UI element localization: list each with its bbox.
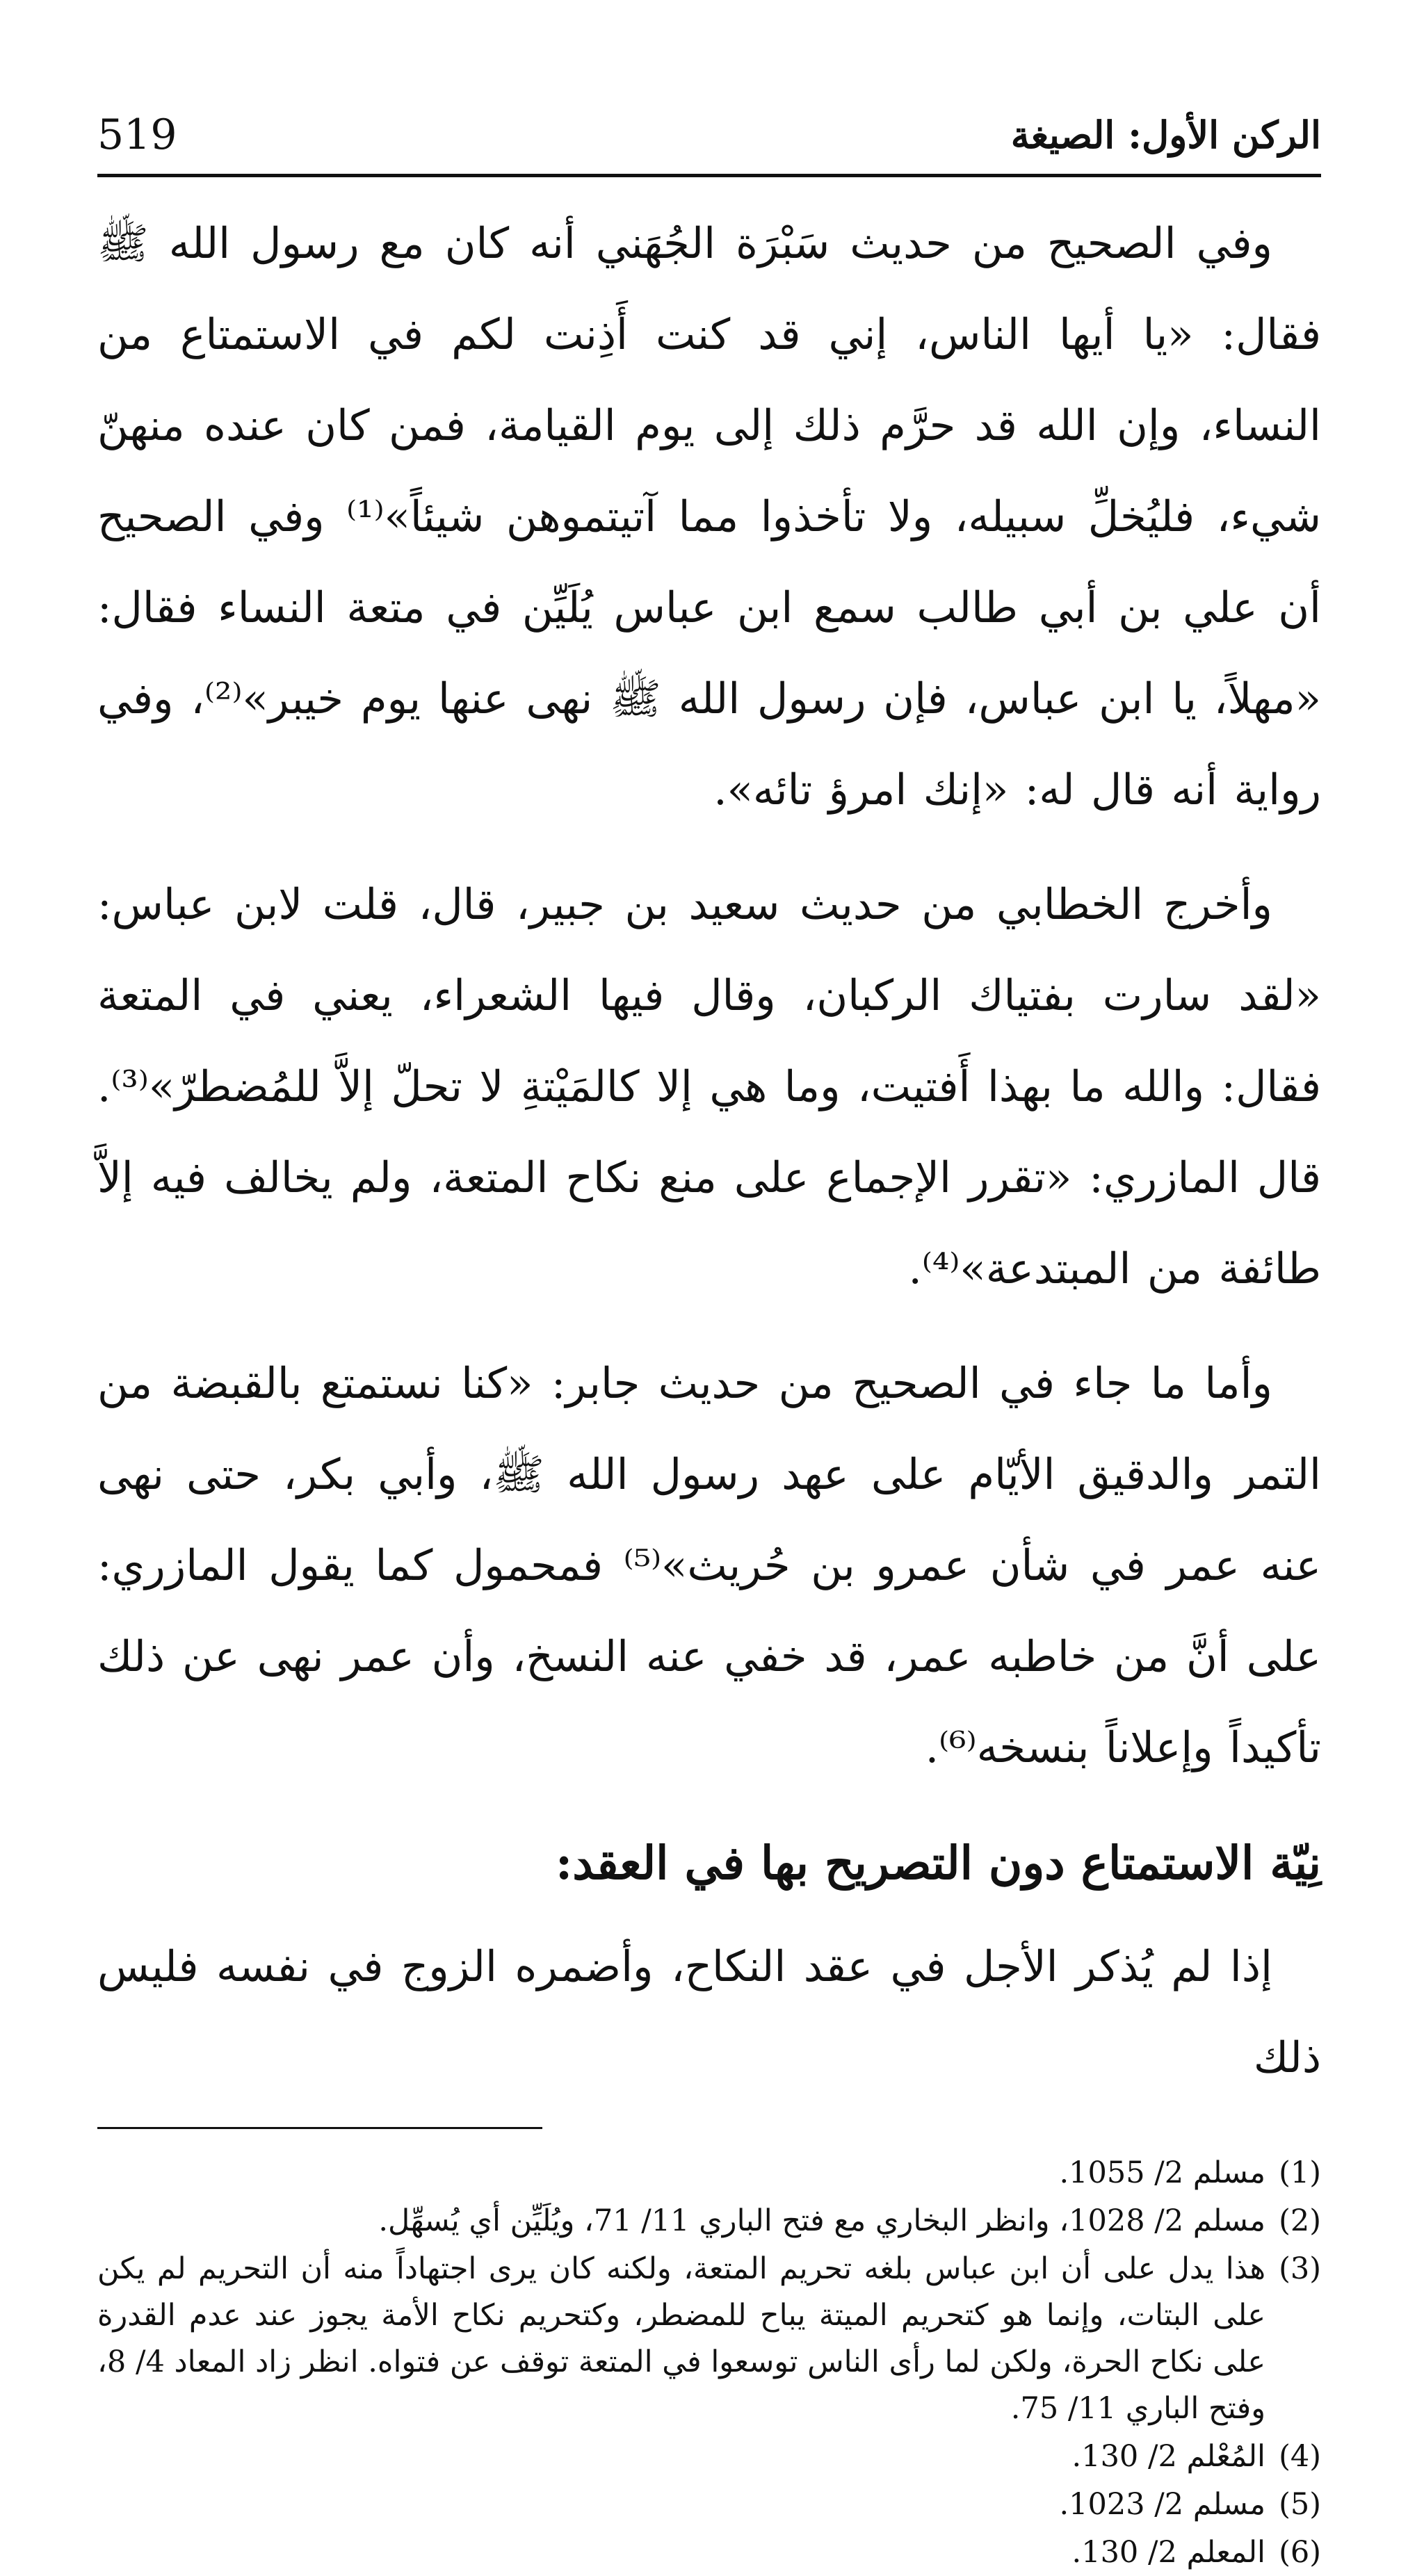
footnote-item [97,2246,1321,2432]
footnote-item [97,2150,1321,2196]
footnote-item [97,2434,1321,2480]
paragraph-khattabi-narration: وأخرج الخطابي من حديث سعيد بن جبير، قال، قلت لابن عباس: «لقد سارت بفتياك الركبان، وقال فيها الشعراء، يعني في المتعة فقال: والله ما بهذا أَفتيت، وما هي إلا كالمَيْتةِ لا تحلّ إلاَّ للمُضطرّ»⁽³⁾. قال المازري: «تقرر الإجماع على منع نكاح المتعة، ولم يخالف فيه إلاَّ طائفة من المبتدعة»⁽⁴⁾. [97,880,1321,1294]
book-page [97,104,1321,2570]
footnote-text: المُعْلم 2/ 130. [1071,2439,1265,2474]
footnote-text: المعلم 2/ 130. [1071,2535,1265,2570]
chapter-title: الركن الأول: الصيغة [1010,113,1321,157]
footnote-text: مسلم 2/ 1028، وانظر البخاري مع فتح الباري 11/ 71، ويُلَيِّن أي يُسهِّل. [378,2203,1265,2238]
footnote-number: (2) [1279,2203,1321,2238]
page-number: 519 [97,111,177,159]
section-paragraph: إذا لم يُذكر الأجل في عقد النكاح، وأضمره الزوج في نفسه فليس ذلك [97,1942,1321,2082]
footnote-item [97,2198,1321,2244]
footnote-item [97,2529,1321,2576]
footnote-number: (5) [1279,2487,1321,2522]
footnote-divider [97,2127,542,2129]
footnote-number: (4) [1279,2439,1321,2474]
footnote-number: (6) [1279,2535,1321,2570]
footnote-text: مسلم 2/ 1055. [1059,2155,1265,2190]
footnote-number: (3) [1279,2251,1321,2286]
paragraph-jabir-hadith: وأما ما جاء في الصحيح من حديث جابر: «كنا نستمتع بالقبضة من التمر والدقيق الأيّام على عهد رسول الله ﷺ، وأبي بكر، حتى نهى عنه عمر في شأن عمرو بن حُريث»⁽⁵⁾ فمحمول كما يقول المازري: على أنَّ من خاطبه عمر، قد خفي عنه النسخ، وأن عمر نهى عن ذلك تأكيداً وإعلاناً بنسخه⁽⁶⁾. [97,1359,1321,1772]
running-header [97,104,1321,177]
section-heading: نِيّة الاستمتاع دون التصريح بها في العقد: [555,1836,1321,1890]
paragraph-sabra-hadith: وفي الصحيح من حديث سَبْرَة الجُهَني أنه كان مع رسول الله ﷺ فقال: «يا أيها الناس، إني قد كنت أَذِنت لكم في الاستمتاع من النساء، وإن الله قد حرَّم ذلك إلى يوم القيامة، فمن كان عنده منهنّ شيء، فليُخلِّ سبيله، ولا تأخذوا مما آتيتموهن شيئاً»⁽¹⁾ وفي الصحيح أن علي بن أبي طالب سمع ابن عباس يُلَيِّن في متعة النساء فقال: «مهلاً، يا ابن عباس، فإن رسول الله ﷺ نهى عنها يوم خيبر»⁽²⁾، وفي رواية أنه قال له: «إنك امرؤ تائه». [97,219,1321,815]
footnote-item [97,2481,1321,2528]
footnote-number: (1) [1279,2155,1321,2190]
footnote-text: مسلم 2/ 1023. [1059,2487,1265,2522]
footnotes-list [97,2150,1321,2576]
footnote-text: هذا يدل على أن ابن عباس بلغه تحريم المتعة، ولكنه كان يرى اجتهاداً منه أن التحريم لم يكن على البتات، وإنما هو كتحريم الميتة يباح للمضطر، وكتحريم نكاح الأمة يجوز عند عدم القدرة على نكاح الحرة، ولكن لما رأى الناس توسعوا في المتعة توقف عن فتواه. انظر زاد المعاد 4/ 8، وفتح الباري 11/ 75. [97,2251,1265,2426]
main-text [97,198,1321,2103]
